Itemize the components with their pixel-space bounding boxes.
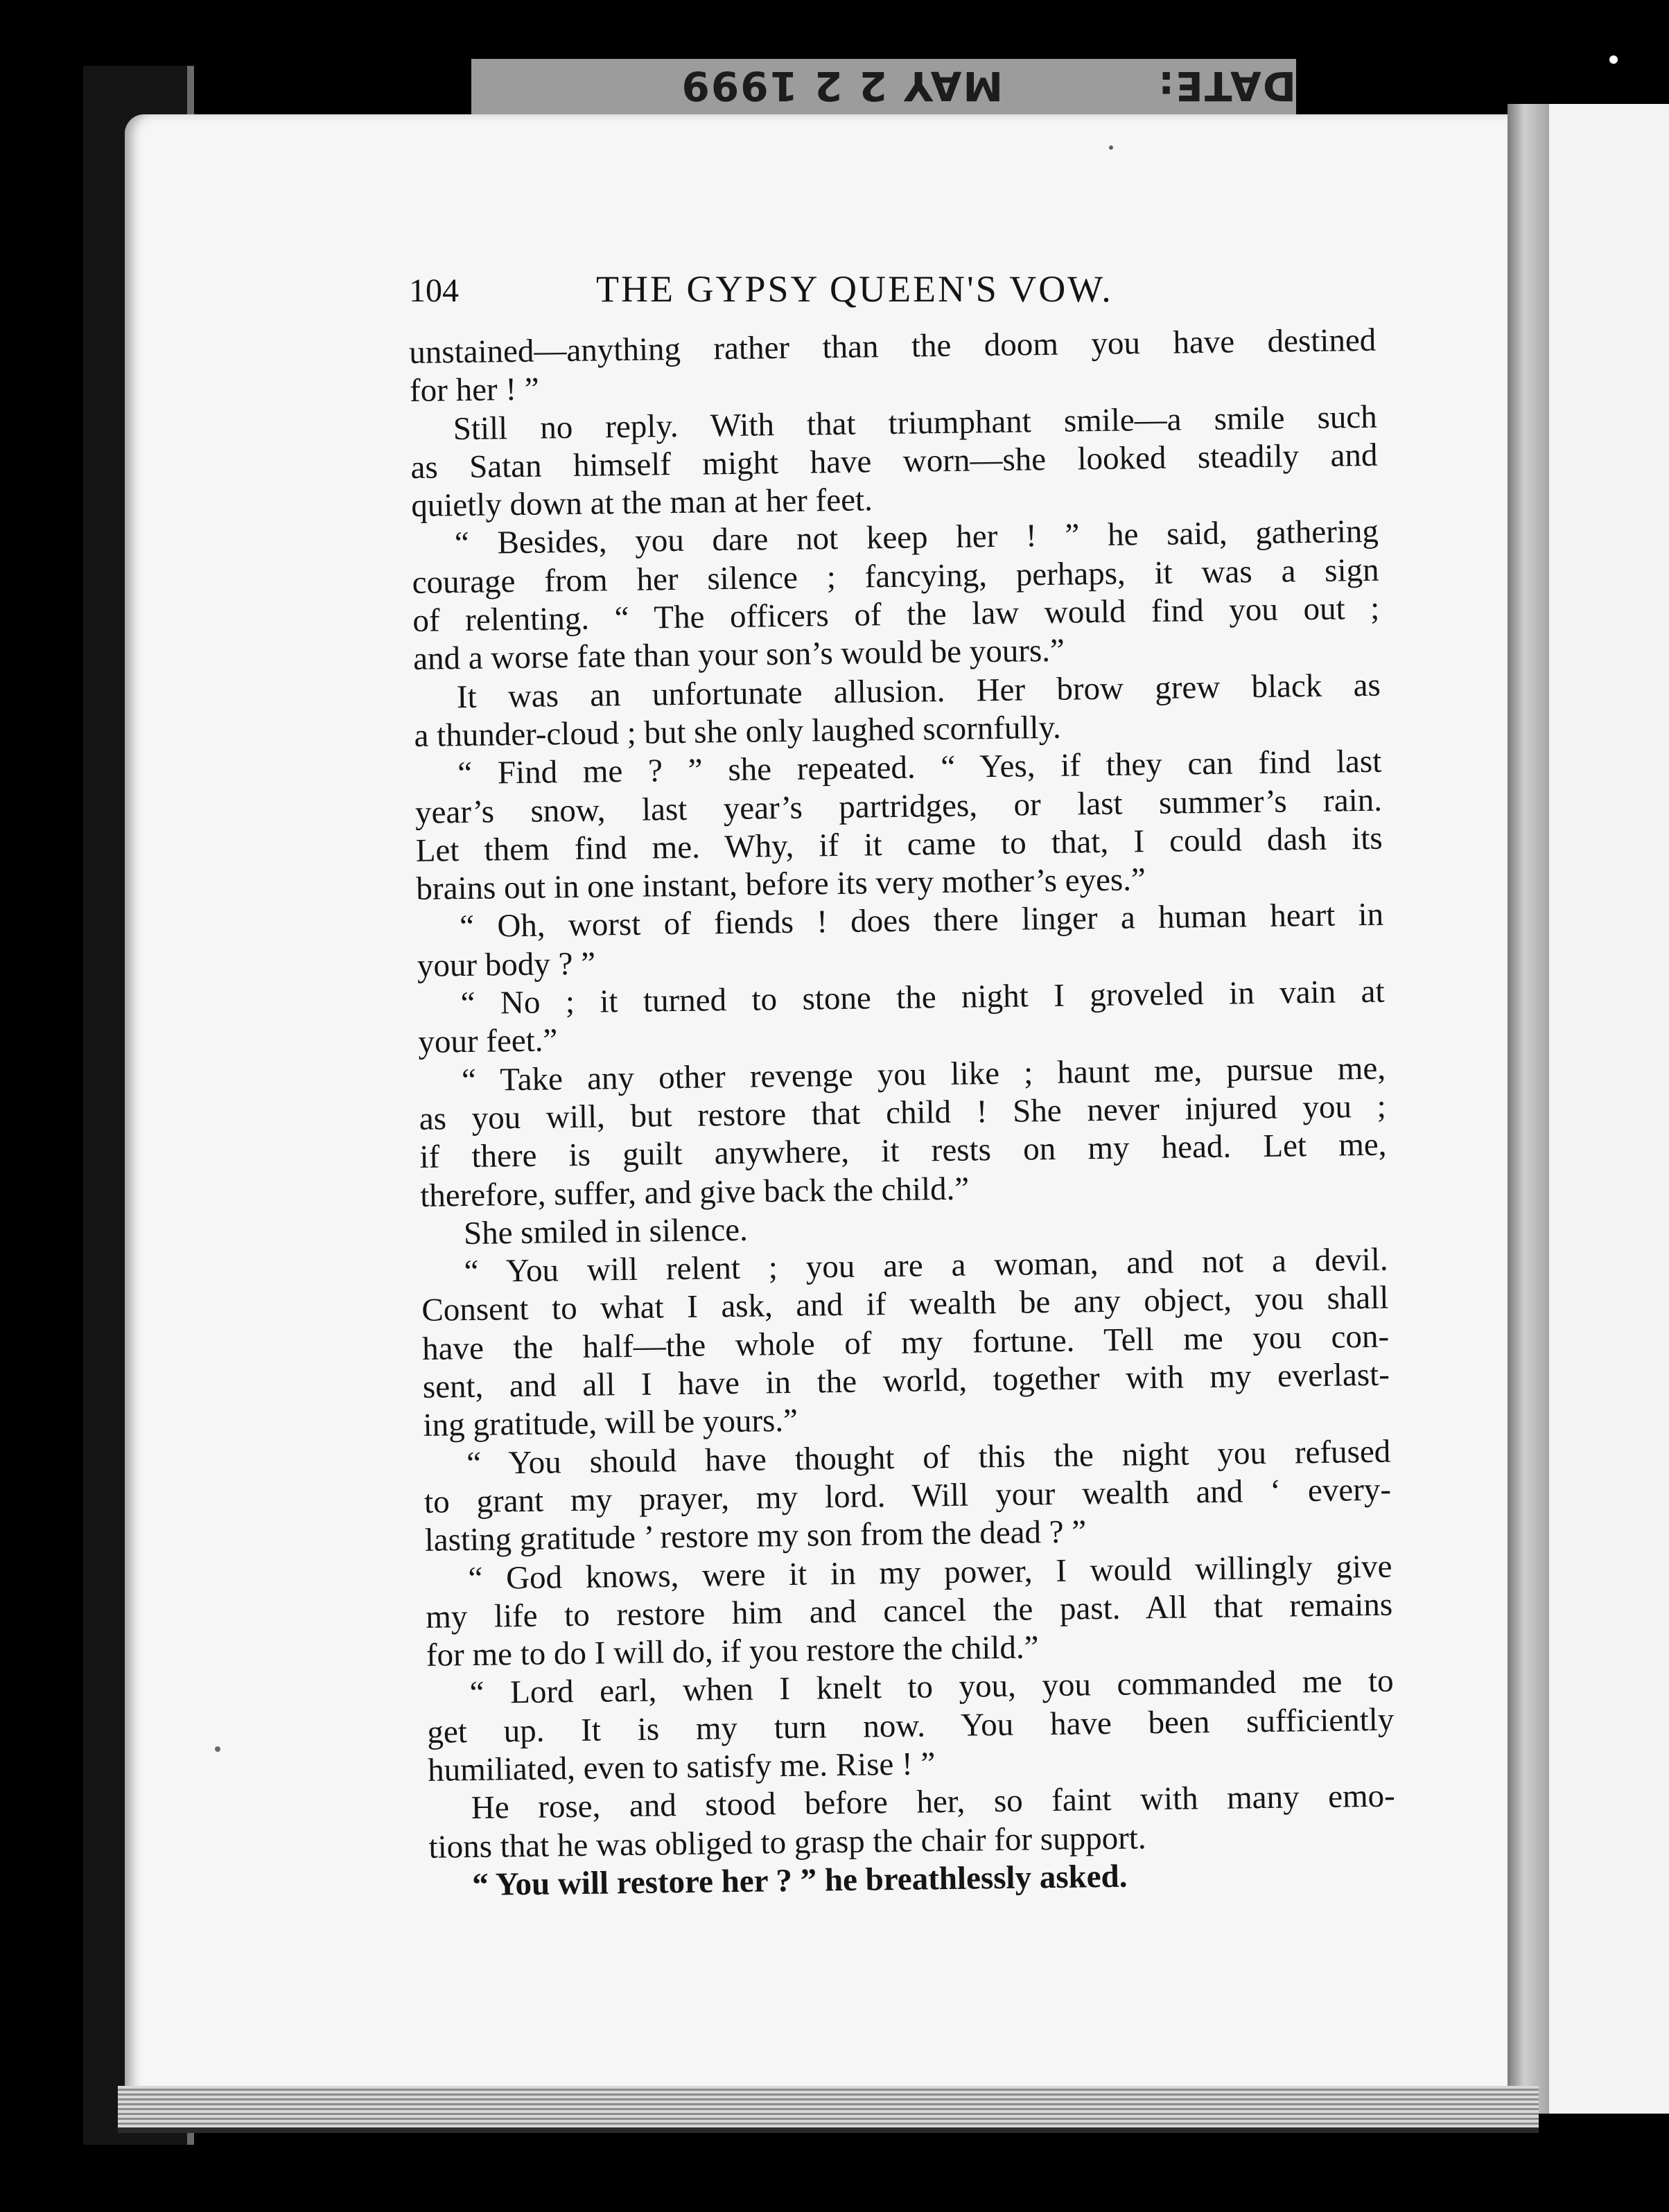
text-line: Still no reply. With that triumphant smile—a smile such — [453, 398, 1378, 447]
text-line: and a worse fate than your son’s would be yours.” — [412, 633, 1065, 678]
text-line: “ Lord earl, when I knelt to you, you commanded me to — [469, 1662, 1394, 1712]
text-line: therefore, suffer, and give back the child.” — [419, 1170, 970, 1214]
text-line: to grant my prayer, my lord. Will your wealth and ‘ every- — [423, 1471, 1392, 1520]
scan-speck — [215, 1746, 220, 1752]
text-line: Let them find me. Why, if it came to that, I could dash its — [415, 820, 1383, 869]
text-line: unstained—anything rather than the doom you have destined — [409, 322, 1377, 371]
text-line: humiliated, even to satisfy me. Rise ! ” — [427, 1746, 936, 1789]
text-line: “ Oh, worst of fiends ! does there linger a human heart in — [459, 897, 1384, 945]
text-line: your body ? ” — [417, 945, 596, 984]
text-line: courage from her silence ; fancying, perhaps, it was a sign — [412, 552, 1379, 601]
date-stamp-slip — [471, 59, 1296, 116]
text-line: tions that he was obliged to grasp the chair for support. — [428, 1819, 1146, 1866]
text-line: year’s snow, last year’s partridges, or last summer’s rain. — [414, 782, 1383, 831]
running-header — [409, 268, 1407, 327]
running-title: THE GYPSY QUEEN'S VOW. — [596, 268, 1113, 310]
text-line: ing gratitude, will be yours.” — [423, 1403, 798, 1444]
next-page-edge — [1549, 104, 1669, 2114]
text-line: “ You will relent ; you are a woman, and not a devil. — [464, 1241, 1388, 1290]
text-line: “ God knows, were it in my power, I would willingly give — [468, 1548, 1392, 1597]
text-line: “ You should have thought of this the night you refused — [466, 1433, 1391, 1482]
text-line: He rose, and stood before her, so faint with many emo- — [471, 1778, 1396, 1827]
text-line: sent, and all I have in the world, together with my everlast- — [422, 1356, 1390, 1405]
text-line: your feet.” — [418, 1022, 558, 1061]
page-gutter — [1508, 104, 1549, 2114]
text-line: for me to do I will do, if you restore the child.” — [426, 1629, 1039, 1674]
text-line: get up. It is my turn now. You have been sufficiently — [427, 1701, 1395, 1750]
page-edges — [118, 2086, 1539, 2133]
text-line: “ Take any other revenge you like ; haunt me, pursue me, — [461, 1050, 1386, 1098]
text-line: if there is guilt anywhere, it rests on my head. Let me, — [419, 1126, 1387, 1176]
text-line: have the half—the whole of my fortune. Tell me you con- — [421, 1318, 1390, 1367]
text-line: It was an unfortunate allusion. Her brow grew black as — [456, 667, 1381, 715]
text-line: “ No ; it turned to stone the night I groveled in vain at — [460, 973, 1385, 1022]
text-line: brains out in one instant, before its very mother’s eyes.” — [416, 861, 1146, 908]
text-line: “ Besides, you dare not keep her ! ” he said, gathering — [454, 514, 1379, 562]
text-line: “ You will restore her ? ” he breathlessly asked. — [471, 1858, 1128, 1903]
page-number: 104 — [409, 272, 459, 309]
text-line: my life to restore him and cancel the past. All that remains — [425, 1586, 1393, 1635]
date-stamp-text: DATE: MAY 2 2 1999 — [680, 62, 1296, 109]
body-text — [409, 322, 1407, 1905]
text-line: “ Find me ? ” she repeated. “ Yes, if they can find last — [457, 743, 1382, 792]
text-line: Consent to what I ask, and if wealth be any object, you shall — [421, 1280, 1389, 1329]
text-line: of relenting. “ The officers of the law would find you out ; — [412, 590, 1380, 640]
text-line: She smiled in silence. — [463, 1211, 749, 1252]
text-line: for her ! ” — [409, 371, 539, 410]
text-line: as Satan himself might have worn—she looked steadily and — [410, 437, 1378, 486]
scan-speck — [1609, 55, 1618, 64]
scan-speck — [1109, 146, 1113, 150]
text-line: as you will, but restore that child ! She never injured you ; — [419, 1088, 1387, 1137]
text-line: quietly down at the man at her feet. — [410, 482, 873, 525]
text-line: lasting gratitude ’ restore my son from the dead ? ” — [424, 1513, 1087, 1559]
text-line: a thunder-cloud ; but she only laughed scornfully. — [414, 709, 1062, 754]
